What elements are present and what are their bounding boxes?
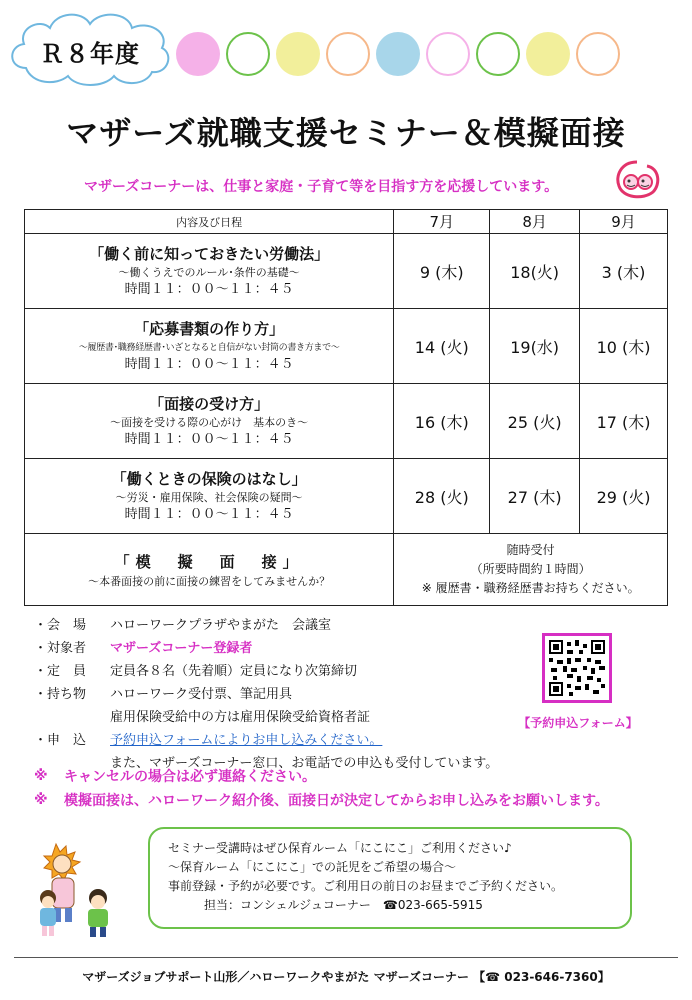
table-row	[25, 309, 668, 384]
circle-4	[326, 32, 370, 76]
seminar-time: 時間１１：００～１１：４５	[124, 432, 294, 447]
info-label: ・対象者	[34, 641, 87, 656]
target-value: マザーズコーナー登録者	[110, 641, 253, 656]
footer: マザーズジョブサポート山形／ハローワークやまがた マザーズコーナー 【☎ 023-646-7360】	[82, 970, 610, 984]
circle-1	[176, 32, 220, 76]
schedule-table	[24, 209, 668, 606]
notes	[34, 764, 674, 812]
seminar-cell	[25, 459, 394, 534]
venue-value: ハローワークプラザやまがた 会議室	[110, 618, 332, 633]
subtitle: マザーズコーナーは、仕事と家庭・子育て等を目指す方を応援しています。	[84, 179, 559, 195]
capacity-value: 定員各８名（先着順）定員になり次第締切	[110, 664, 358, 679]
apply-form-link[interactable]: 予約申込フォームによりお申し込みください。	[110, 733, 383, 748]
circle-9	[576, 32, 620, 76]
info-target	[34, 635, 554, 658]
date-cell: 16 (木)	[394, 384, 490, 459]
note-text: キャンセルの場合は必ず連絡ください。	[64, 769, 316, 785]
seminar-subtitle: ～労災・雇用保険、社会保険の疑問～	[115, 491, 303, 504]
date-cell: 10 (木)	[580, 309, 668, 384]
children-illustration	[34, 840, 136, 940]
note-mark: ※	[34, 768, 48, 784]
page-title: マザーズ就職支援セミナー＆模擬面接	[66, 114, 626, 152]
date-cell: 25 (火)	[490, 384, 580, 459]
mock-info-line: （所要時間約１時間）	[470, 562, 591, 576]
info-items-extra	[34, 704, 554, 727]
qr-code-icon	[549, 640, 605, 696]
header-content: 内容及び日程	[25, 210, 394, 234]
seminar-time: 時間１１：００～１１：４５	[124, 507, 294, 522]
circle-3	[276, 32, 320, 76]
decorative-circles	[176, 32, 620, 76]
table-row	[25, 459, 668, 534]
table-header-row	[25, 210, 668, 234]
circle-8	[526, 32, 570, 76]
qr-code[interactable]	[542, 633, 612, 703]
seminar-cell	[25, 234, 394, 309]
circle-6	[426, 32, 470, 76]
mock-interview-row	[25, 534, 668, 606]
info-label: ・会 場	[34, 618, 87, 633]
info-capacity	[34, 658, 554, 681]
seminar-title: 「応募書類の作り方」	[134, 320, 285, 338]
seminar-subtitle: ～面接を受ける際の心がけ 基本のき～	[110, 416, 309, 429]
seminar-subtitle: ～履歴書･職務経歴書･いざとなると自信がない封筒の書き方まで～	[78, 343, 340, 353]
header-month-9: 9月	[580, 210, 668, 234]
date-cell: 29 (火)	[580, 459, 668, 534]
date-cell: 18(火)	[490, 234, 580, 309]
footer-divider	[14, 957, 678, 958]
seminar-time: 時間１１：００～１１：４５	[124, 357, 294, 372]
date-cell: 28 (火)	[394, 459, 490, 534]
seminar-cell	[25, 309, 394, 384]
nursery-contact: 担当：コンシェルジュコーナー ☎023-665-5915	[204, 898, 483, 912]
apply-note-value: また、マザーズコーナー窓口、お電話での申込も受付しています。	[110, 756, 499, 771]
seminar-title: 「働くときの保険のはなし」	[111, 470, 307, 488]
seminar-title: 「面接の受け方」	[149, 395, 270, 413]
date-cell: 3 (木)	[580, 234, 668, 309]
items-extra-value: 雇用保険受給中の方は雇用保険受給資格者証	[110, 710, 371, 725]
mock-interview-subtitle: ～本番面接の前に面接の練習をしてみませんか？	[88, 574, 331, 588]
qr-caption: 【予約申込フォーム】	[518, 716, 638, 730]
table-row	[25, 384, 668, 459]
note-item	[34, 764, 674, 788]
info-label: ・申 込	[34, 733, 87, 748]
note-text: 模擬面接は、ハローワーク紹介後、面接日が決定してからお申し込みをお願いします。	[64, 793, 609, 809]
circle-2	[226, 32, 270, 76]
seminar-title: 「働く前に知っておきたい労働法」	[89, 245, 330, 263]
nursery-info-box	[148, 827, 632, 929]
header-month-7: 7月	[394, 210, 490, 234]
mock-info-line: 随時受付	[506, 543, 555, 557]
date-cell: 17 (木)	[580, 384, 668, 459]
date-cell: 9 (木)	[394, 234, 490, 309]
event-info	[34, 612, 554, 773]
mock-interview-info	[394, 534, 668, 606]
year-badge: Ｒ８年度	[40, 40, 140, 68]
circle-7	[476, 32, 520, 76]
mock-interview-cell	[25, 534, 394, 606]
date-cell: 19(水)	[490, 309, 580, 384]
seminar-time: 時間１１：００～１１：４５	[124, 282, 294, 297]
info-apply	[34, 727, 554, 750]
table-row	[25, 234, 668, 309]
nursery-line: ～保育ルーム「にこにこ」での託児をご希望の場合～	[168, 860, 457, 874]
nursery-line: セミナー受講時はぜひ保育ルーム「にこにこ」ご利用ください♪	[168, 841, 512, 855]
circle-5	[376, 32, 420, 76]
header-month-8: 8月	[490, 210, 580, 234]
date-cell: 27 (木)	[490, 459, 580, 534]
info-venue	[34, 612, 554, 635]
mascot-face-icon	[613, 158, 661, 202]
info-label: ・持ち物	[34, 687, 87, 702]
seminar-subtitle: ～働くうえでのルール･条件の基礎～	[118, 266, 300, 279]
seminar-cell	[25, 384, 394, 459]
note-mark: ※	[34, 792, 48, 808]
items-value: ハローワーク受付票、筆記用具	[110, 687, 293, 702]
mock-info-line: ※ 履歴書・職務経歴書お持ちください。	[421, 581, 640, 595]
nursery-line: 事前登録・予約が必要です。ご利用日の前日のお昼までご予約ください。	[168, 879, 564, 893]
info-label: ・定 員	[34, 664, 87, 679]
date-cell: 14 (火)	[394, 309, 490, 384]
mock-interview-title: 「模 擬 面 接」	[114, 552, 304, 571]
note-item	[34, 788, 674, 812]
info-items	[34, 681, 554, 704]
